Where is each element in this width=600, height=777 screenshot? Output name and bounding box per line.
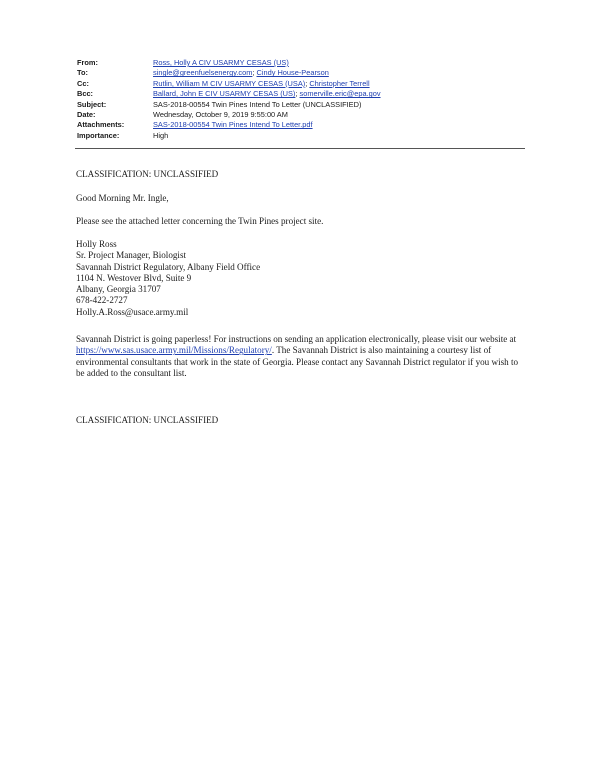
bcc-separator: ;: [295, 89, 298, 99]
bcc-label: Bcc:: [77, 89, 94, 99]
from-sender-link[interactable]: Ross, Holly A CIV USARMY CESAS (US): [153, 58, 289, 67]
signature-office: Savannah District Regulatory, Albany Field Office: [76, 261, 261, 272]
date-row: [77, 110, 381, 120]
to-row: [77, 68, 381, 78]
signature-block: [76, 239, 526, 318]
cc-row: [77, 79, 381, 89]
importance-value: High: [153, 130, 169, 140]
date-label: Date:: [77, 110, 96, 120]
importance-label: Importance:: [77, 130, 120, 140]
signature-city: Albany, Georgia 31707: [76, 284, 161, 295]
notice-text-part2: . The Savannah District is also maintaining a courtesy list of environmental consultants that work in the state of Georgia. Please contact any Savannah District regulator if you wish to be added to the consultant list.: [76, 345, 519, 378]
attachment-link[interactable]: SAS-2018-00554 Twin Pines Intend To Letter.pdf: [153, 120, 313, 130]
cc-separator: ;: [305, 78, 308, 88]
subject-value: SAS-2018-00554 Twin Pines Intend To Letter (UNCLASSIFIED): [153, 99, 362, 109]
subject-row: [77, 100, 381, 110]
notice-text-part1: Savannah District is going paperless! For instructions on sending an application electronically, please visit our website at: [76, 334, 517, 344]
email-header: [77, 58, 381, 141]
regulatory-website-link[interactable]: https://www.sas.usace.army.mil/Missions/Regulatory/: [76, 345, 272, 356]
greeting: Good Morning Mr. Ingle,: [76, 193, 169, 203]
to-separator: ;: [252, 68, 255, 78]
signature-email: Holly.A.Ross@usace.army.mil: [76, 306, 189, 317]
bcc-row: [77, 89, 381, 99]
signature-phone: 678-422-2727: [76, 295, 128, 306]
message-text: Please see the attached letter concerning the Twin Pines project site.: [76, 216, 324, 226]
signature-title: Sr. Project Manager, Biologist: [76, 250, 187, 261]
date-value: Wednesday, October 9, 2019 9:55:00 AM: [153, 110, 288, 120]
classification-bottom: CLASSIFICATION: UNCLASSIFIED: [76, 415, 219, 425]
header-divider: [75, 148, 525, 149]
cc-recipient-link[interactable]: Rutlin, William M CIV USARMY CESAS (USA): [153, 78, 306, 88]
cc-recipient-link[interactable]: Christopher Terrell: [309, 78, 370, 88]
bcc-recipient-link[interactable]: Ballard, John E CIV USARMY CESAS (US): [153, 89, 296, 99]
bcc-recipient-link[interactable]: somerville.eric@epa.gov: [299, 89, 381, 99]
signature-street: 1104 N. Westover Blvd, Suite 9: [76, 272, 192, 283]
from-label: From:: [77, 58, 98, 67]
cc-label: Cc:: [77, 78, 89, 88]
paperless-notice: [76, 334, 528, 379]
attachments-row: [77, 120, 381, 130]
to-recipient-link[interactable]: single@greenfuelsenergy.com: [153, 68, 253, 78]
from-row: [77, 58, 381, 68]
classification-top: CLASSIFICATION: UNCLASSIFIED: [76, 169, 219, 179]
signature-name: Holly Ross: [76, 239, 117, 249]
subject-label: Subject:: [77, 99, 107, 109]
attachments-label: Attachments:: [77, 120, 125, 130]
to-label: To:: [77, 68, 88, 78]
to-recipient-link[interactable]: Cindy House-Pearson: [256, 68, 329, 78]
importance-row: [77, 131, 381, 141]
